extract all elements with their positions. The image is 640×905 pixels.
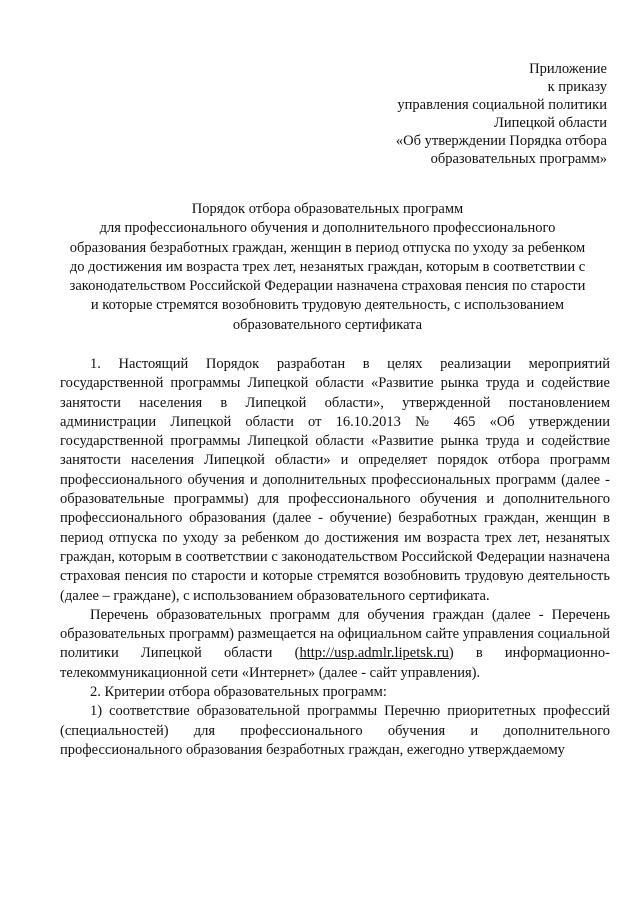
- document-body: [60, 355, 610, 760]
- appendix-line: Липецкой области: [494, 115, 607, 131]
- paragraph-3: 2. Критерии отбора образовательных программ:: [90, 684, 387, 701]
- appendix-line: образовательных программ»: [430, 151, 607, 167]
- appendix-header: [307, 60, 607, 168]
- title-line: и которые стремятся возобновить трудовую деятельность, с использованием: [90, 297, 565, 314]
- title-line: до достижения им возраста трех лет, незанятых граждан, которым в соответствии с: [69, 258, 586, 275]
- paragraph-2: [60, 606, 610, 683]
- title-line: образовательного сертификата: [232, 316, 423, 333]
- appendix-line: к приказу: [547, 79, 607, 95]
- document-title: [40, 200, 615, 335]
- paragraph-2-text-before: Перечень образовательных программ для обучения граждан (далее - Перечень образовательных программ) размещается на официальном сайте управления социальной политики Липецкой области (: [60, 606, 610, 662]
- paragraph-1: 1. Настоящий Порядок разработан в целях реализации мероприятий государственной программы Липецкой области «Развитие рынка труда и содействие занятости населения в Липецкой области», утвержденной постановлением администрации Липецкой области от 16.10.2013 № 465 «Об утверждении государственной программы Липецкой области «Развитие рынка труда и содействие занятости населения Липецкой области» и определяет порядок отбора программ профессионального обучения и дополнительных профессиональных программ (далее - образовательные программы) для профессионального обучения и дополнительного профессионального образования (далее - обучение) безработных граждан, женщин в период отпуска по уходу за ребенком до достижения им возраста трех лет, незанятых граждан, которым в соответствии с законодательством Российской Федерации назначена страховая пенсия по старости и которые стремятся возобновить трудовую деятельность (далее – граждане), с использованием образовательного сертификата.: [60, 356, 610, 604]
- title-line: для профессионального обучения и дополнительного профессионального: [99, 220, 556, 237]
- appendix-line: управления социальной политики: [397, 97, 607, 113]
- website-link[interactable]: http://usp.admlr.lipetsk.ru: [299, 645, 449, 662]
- appendix-line: Приложение: [529, 61, 607, 77]
- title-line: образования безработных граждан, женщин в период отпуска по уходу за ребенком: [69, 239, 586, 256]
- title-line: законодательством Российской Федерации назначена страховая пенсия по старости: [69, 278, 586, 295]
- paragraph-2-text-after: ) в информационно-телекоммуникационной сети «Интернет» (далее - сайт управления).: [60, 645, 610, 681]
- title-line: Порядок отбора образовательных программ: [191, 201, 464, 217]
- appendix-line: «Об утверждении Порядка отбора: [395, 133, 607, 149]
- paragraph-4: 1) соответствие образовательной программы Перечню приоритетных профессий (специальностей) для профессионального обучения и дополнительного профессионального образования безработных граждан, ежегодно утверждаемому: [60, 703, 610, 758]
